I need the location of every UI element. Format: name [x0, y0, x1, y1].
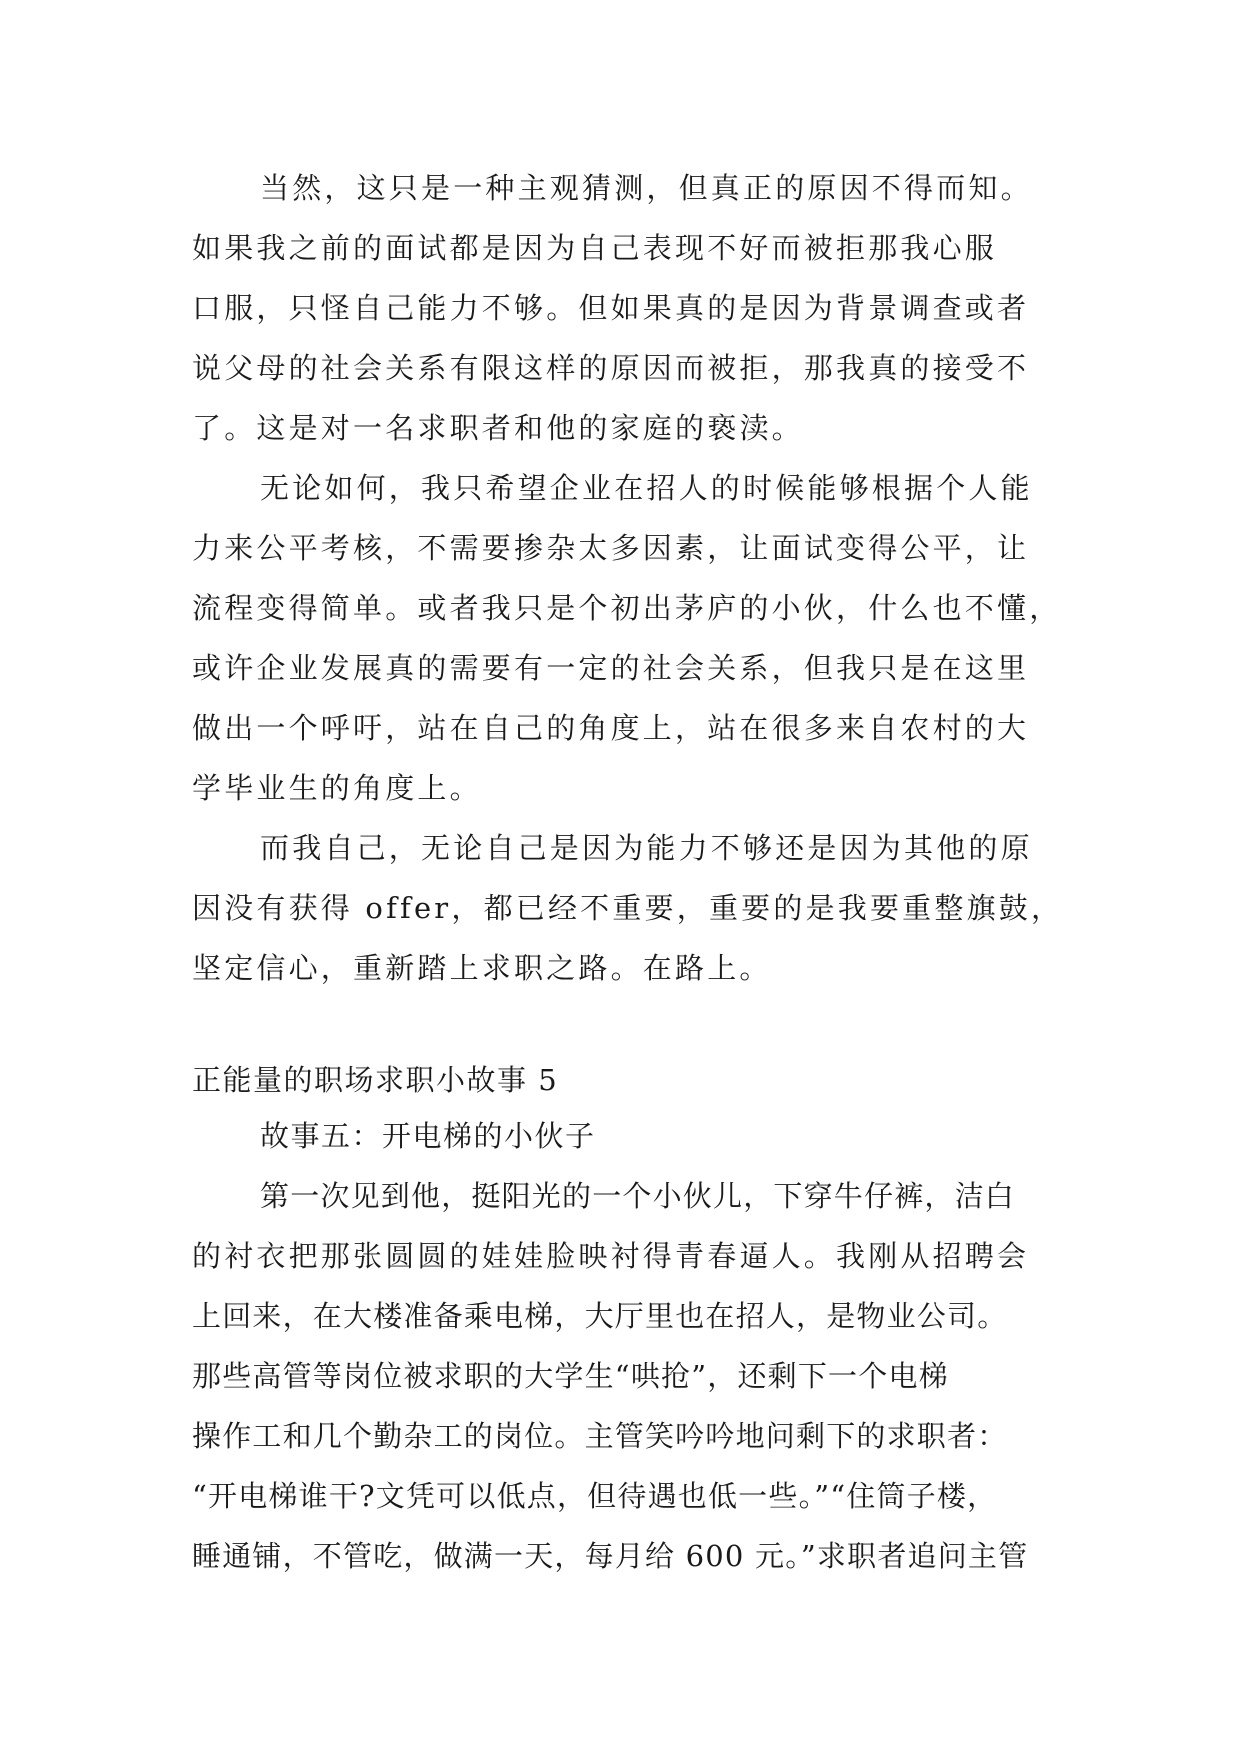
paragraph-line: 因没有获得 offer，都已经不重要，重要的是我要重整旗鼓，	[192, 891, 1064, 925]
paragraph-line: 的衬衣把那张圆圆的娃娃脸映衬得青春逼人。我刚从招聘会	[192, 1239, 1030, 1273]
paragraph-line: 那些高管等岗位被求职的大学生“哄抢”，还剩下一个电梯	[192, 1359, 949, 1393]
paragraph-line: 口服，只怪自己能力不够。但如果真的是因为背景调查或者	[192, 291, 1030, 325]
paragraph-line: 当然，这只是一种主观猜测，但真正的原因不得而知。	[260, 171, 1033, 205]
paragraph-line: 了。这是对一名求职者和他的家庭的亵渎。	[192, 411, 804, 445]
paragraph-line: 说父母的社会关系有限这样的原因而被拒，那我真的接受不	[192, 351, 1030, 385]
paragraph-line: 坚定信心，重新踏上求职之路。在路上。	[192, 951, 772, 985]
paragraph-line: 力来公平考核，不需要掺杂太多因素，让面试变得公平，让	[192, 531, 1030, 565]
paragraph-line: 无论如何，我只希望企业在招人的时候能够根据个人能	[260, 471, 1033, 505]
paragraph-line: 操作工和几个勤杂工的岗位。主管笑吟吟地问剩下的求职者：	[192, 1419, 1008, 1453]
paragraph-line: 如果我之前的面试都是因为自己表现不好而被拒那我心服	[192, 231, 998, 265]
paragraph-line: 上回来，在大楼准备乘电梯，大厅里也在招人，是物业公司。	[192, 1299, 1008, 1333]
paragraph-line: 学毕业生的角度上。	[192, 771, 482, 805]
paragraph-line: 流程变得简单。或者我只是个初出茅庐的小伙，什么也不懂，	[192, 591, 1062, 625]
story-title: 故事五：开电梯的小伙子	[260, 1119, 596, 1153]
paragraph-line: 做出一个呼吁，站在自己的角度上，站在很多来自农村的大	[192, 711, 1030, 745]
paragraph-line: “开电梯谁干?文凭可以低点，但待遇也低一些。”“住筒子楼，	[192, 1479, 998, 1513]
paragraph-line: 第一次见到他，挺阳光的一个小伙儿，下穿牛仔裤，洁白	[260, 1179, 1016, 1213]
paragraph-line: 而我自己，无论自己是因为能力不够还是因为其他的原	[260, 831, 1033, 865]
paragraph-line: 或许企业发展真的需要有一定的社会关系，但我只是在这里	[192, 651, 1030, 685]
paragraph-line: 睡通铺，不管吃，做满一天，每月给 600 元。”求职者追问主管	[192, 1539, 1029, 1573]
section-heading: 正能量的职场求职小故事 5	[192, 1063, 559, 1097]
